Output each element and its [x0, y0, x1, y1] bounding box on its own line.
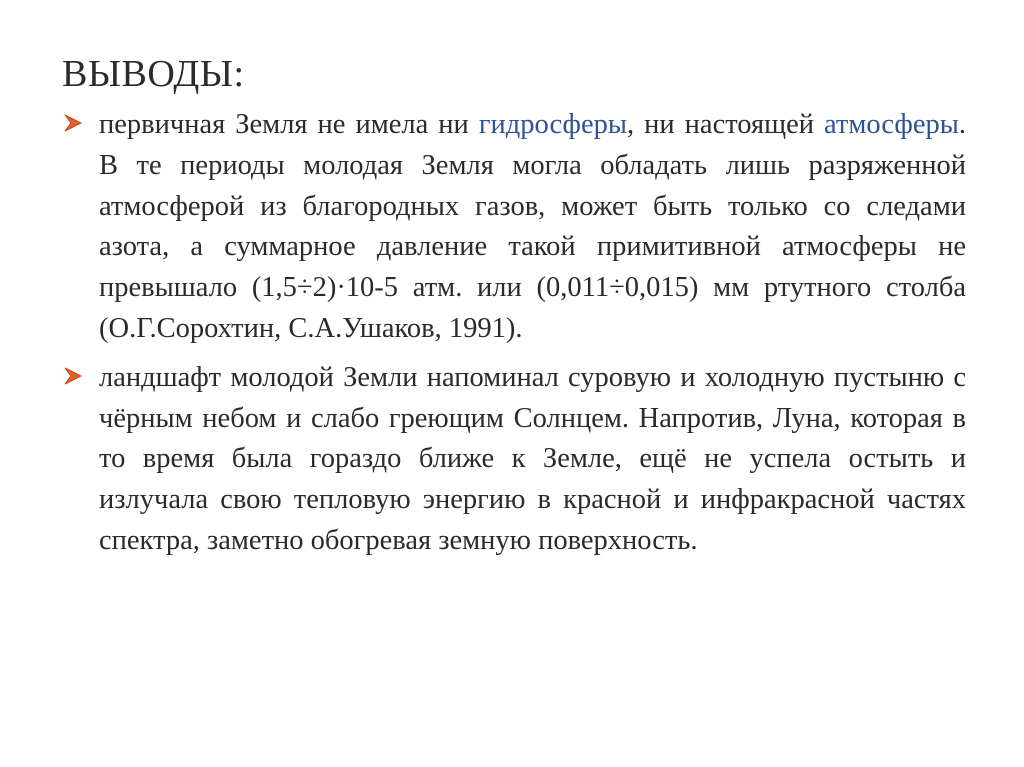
bullet-text-segment: первичная Земля не имела ни — [99, 109, 479, 140]
bullet-item-2 — [62, 358, 966, 562]
arrow-bullet-icon — [62, 112, 84, 134]
bullet-text-segment: , ни настоящей — [627, 109, 824, 140]
arrow-bullet-icon — [62, 365, 84, 387]
bullet-text: ландшафт молодой Земли напоминал суровую и холодную пустыню с чёрным небом и слабо греющим Солнцем. Напротив, Луна, которая в то время была гораздо ближе к Земле, ещё не успела остыть и излучала свою тепловую энергию в красной и инфракрасной частях спектра, заметно обогревая земную поверхность. — [99, 361, 966, 556]
term-atmosphere: атмосферы — [824, 109, 959, 140]
term-hydrosphere: гидросферы — [478, 109, 627, 140]
bullet-item-1 — [62, 105, 966, 350]
slide-title: ВЫВОДЫ: — [62, 53, 245, 95]
bullet-text — [99, 105, 966, 350]
bullet-text-segment: . В те периоды молодая Земля могла обладать лишь разряженной атмосферой из благородных газов, может быть только со следами азота, а суммарное давление такой примитивной атмосферы не превышало (1,5÷2)·10-5 атм. или (0,011÷0,015) мм ртутного столба (О.Г.Сорохтин, С.А.Ушаков, 1991). — [99, 109, 966, 344]
bullet-list — [62, 105, 966, 570]
